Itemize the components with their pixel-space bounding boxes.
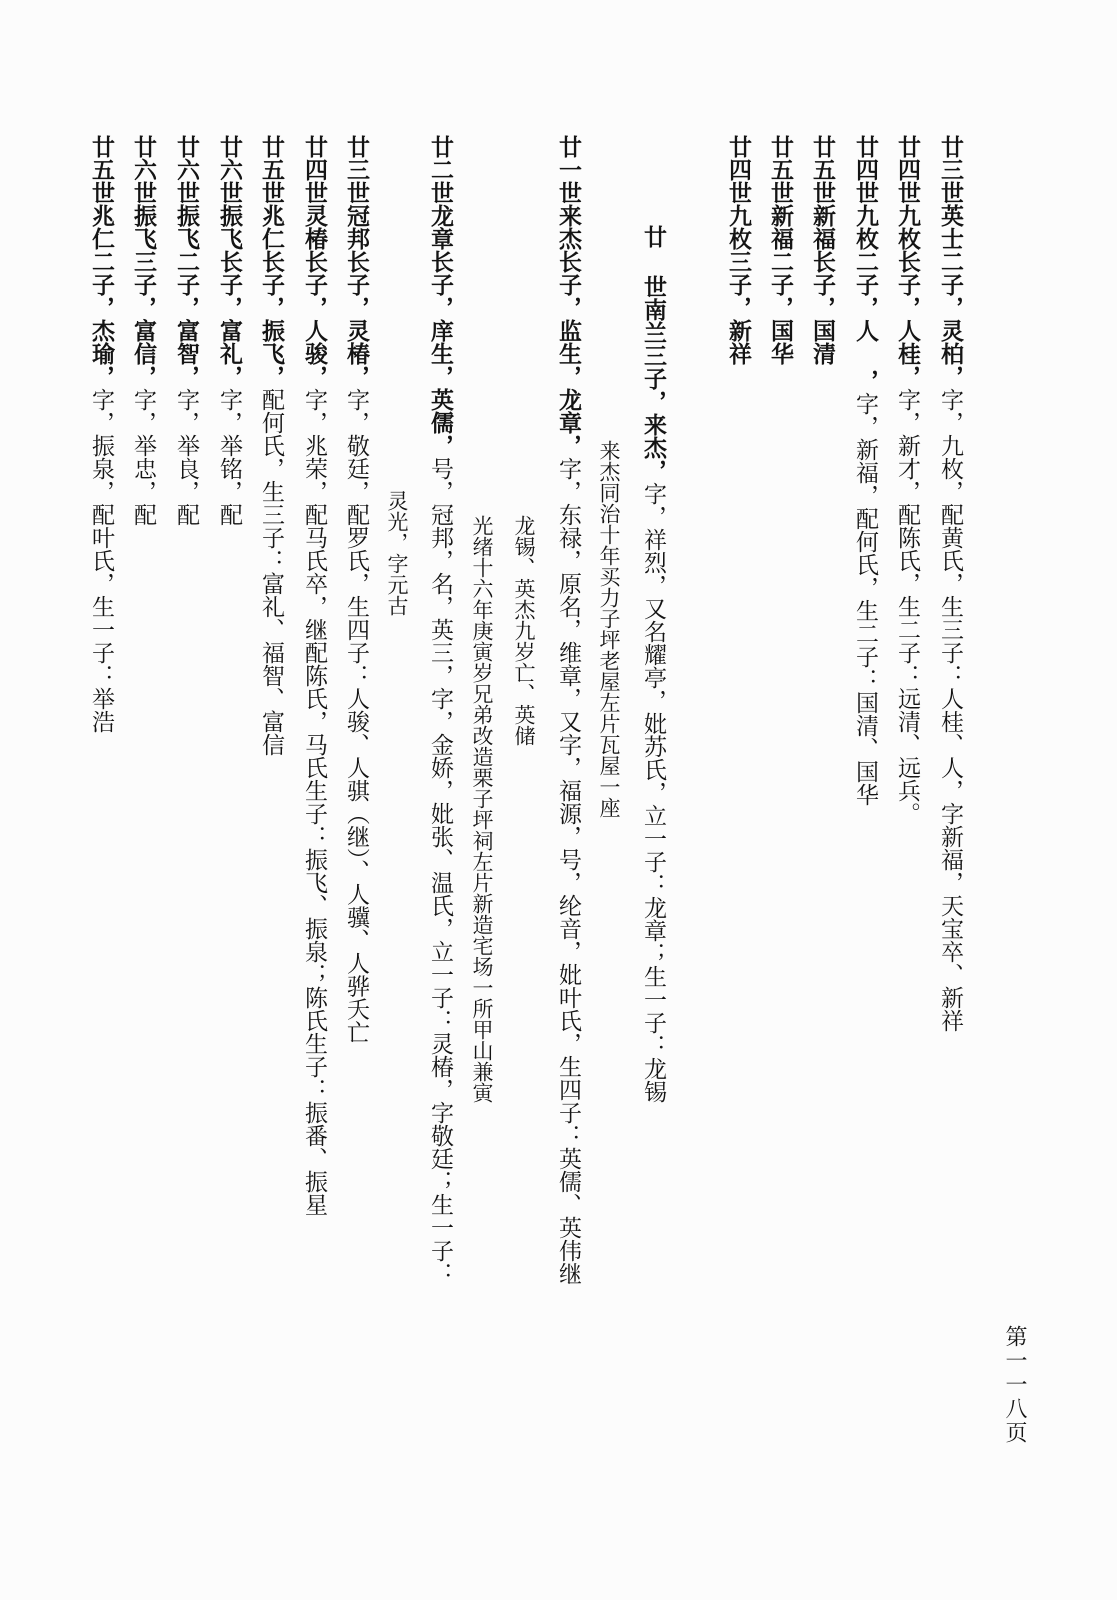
entry-name: 来杰长子，监生，龙章， (555, 204, 582, 457)
entry-name: 九枚二子，人 ， (852, 204, 879, 392)
entry-name: 南兰三子，来杰， (640, 298, 667, 482)
entry-name: 九枚三子，新祥 (725, 204, 752, 365)
entry-column (131, 135, 155, 526)
entry-name: 英士二子，灵柏， (937, 204, 964, 388)
generation-label: 廿一世 (555, 135, 582, 204)
entry-detail: 字，新才，配陈氏，生二子：远清、远兵。 (894, 388, 920, 825)
generation-label: 廿五世 (767, 135, 794, 204)
note-text: 光绪十六年庚寅岁兄弟改造栗子坪祠左片新造宅场一所甲山兼寅 (470, 515, 494, 1103)
entry-detail: 字，新福，配何氏，生二子：国清、国华 (852, 392, 878, 806)
generation-label: 廿 世 (640, 225, 667, 298)
entry-name: 新福长子，国清 (809, 204, 836, 365)
entry-column (428, 135, 452, 1285)
entry-detail: 字，敬廷，配罗氏，生四子：人骏、人骐（继）、人骥、人骅夭亡 (343, 388, 369, 1044)
generation-label: 廿六世 (130, 135, 157, 204)
entry-detail: 字，举良，配 (173, 388, 199, 526)
entry-column (641, 225, 665, 1103)
generation-label: 廿三世 (343, 135, 370, 204)
entry-detail: 字，东禄，原名，维章，又字，福源，号，纶音，妣叶氏，生四子：英儒、英伟继 (555, 457, 581, 1285)
note-text: 龙锡、英杰九岁亡、英储 (512, 515, 536, 746)
generation-label: 廿四世 (301, 135, 328, 204)
entry-column (768, 135, 792, 365)
entry-column (938, 135, 962, 1032)
note-column (513, 515, 534, 746)
note-column (598, 440, 619, 818)
entry-name: 冠邦长子，灵椿， (343, 204, 370, 388)
entry-detail: 字，举铭，配 (216, 388, 242, 526)
entry-detail: 字，振泉，配叶氏，生一子：举浩 (88, 388, 114, 733)
generation-label: 廿五世 (88, 135, 115, 204)
entry-name: 振飞三子，富信， (130, 204, 157, 388)
generation-label: 廿四世 (725, 135, 752, 204)
generation-label: 廿五世 (809, 135, 836, 204)
note-text: 来杰同治十年买力子坪老屋左片瓦屋一座 (597, 440, 621, 818)
generation-label: 廿五世 (258, 135, 285, 204)
generation-label: 廿二世 (427, 135, 454, 204)
entry-column (302, 135, 326, 1216)
note-text: 灵光，字元古 (385, 490, 409, 616)
entry-name: 九枚长子，人桂， (894, 204, 921, 388)
entry-column (810, 135, 834, 365)
entry-detail: 字，祥烈，又名耀亭，妣苏氏，立一子：龙章；生一子：龙锡 (640, 482, 666, 1103)
entry-column (726, 135, 750, 365)
generation-label: 廿六世 (173, 135, 200, 204)
generation-label: 廿四世 (894, 135, 921, 204)
page-number: 第一一八页 (1002, 1325, 1027, 1445)
entry-detail: 字，举忠，配 (130, 388, 156, 526)
entry-column (259, 135, 283, 756)
entry-column (853, 135, 877, 806)
note-column (471, 515, 492, 1103)
entry-detail: 字，兆荣，配马氏卒，继配陈氏，马氏生子：振飞、振泉；陈氏生子：振番、振星 (301, 388, 327, 1216)
entry-name: 灵椿长子，人骏， (301, 204, 328, 388)
entry-detail: 配何氏，生三子：富礼、福智、富信 (258, 388, 284, 756)
generation-label: 廿三世 (937, 135, 964, 204)
entry-column (174, 135, 198, 526)
entry-name: 新福二子，国华 (767, 204, 794, 365)
entry-name: 龙章长子，庠生，英儒， (427, 204, 454, 457)
entry-column (556, 135, 580, 1285)
entry-detail: 字，九枚，配黄氏，生三子：人桂、人，字新福，天宝卒、新祥 (937, 388, 963, 1032)
entry-column (344, 135, 368, 1044)
note-column (386, 490, 407, 616)
entry-detail: 号，冠邦，名，英三，字，金娇，妣张、温氏，立一子：灵椿，字敬廷；生一子： (427, 457, 453, 1285)
entry-column (89, 135, 113, 733)
entry-name: 兆仁长子，振飞， (258, 204, 285, 388)
entry-name: 振飞二子，富智， (173, 204, 200, 388)
entry-column (217, 135, 241, 526)
generation-label: 廿四世 (852, 135, 879, 204)
entry-column (895, 135, 919, 825)
generation-label: 廿六世 (216, 135, 243, 204)
entry-name: 振飞长子，富礼， (216, 204, 243, 388)
entry-name: 兆仁二子，杰瑜， (88, 204, 115, 388)
